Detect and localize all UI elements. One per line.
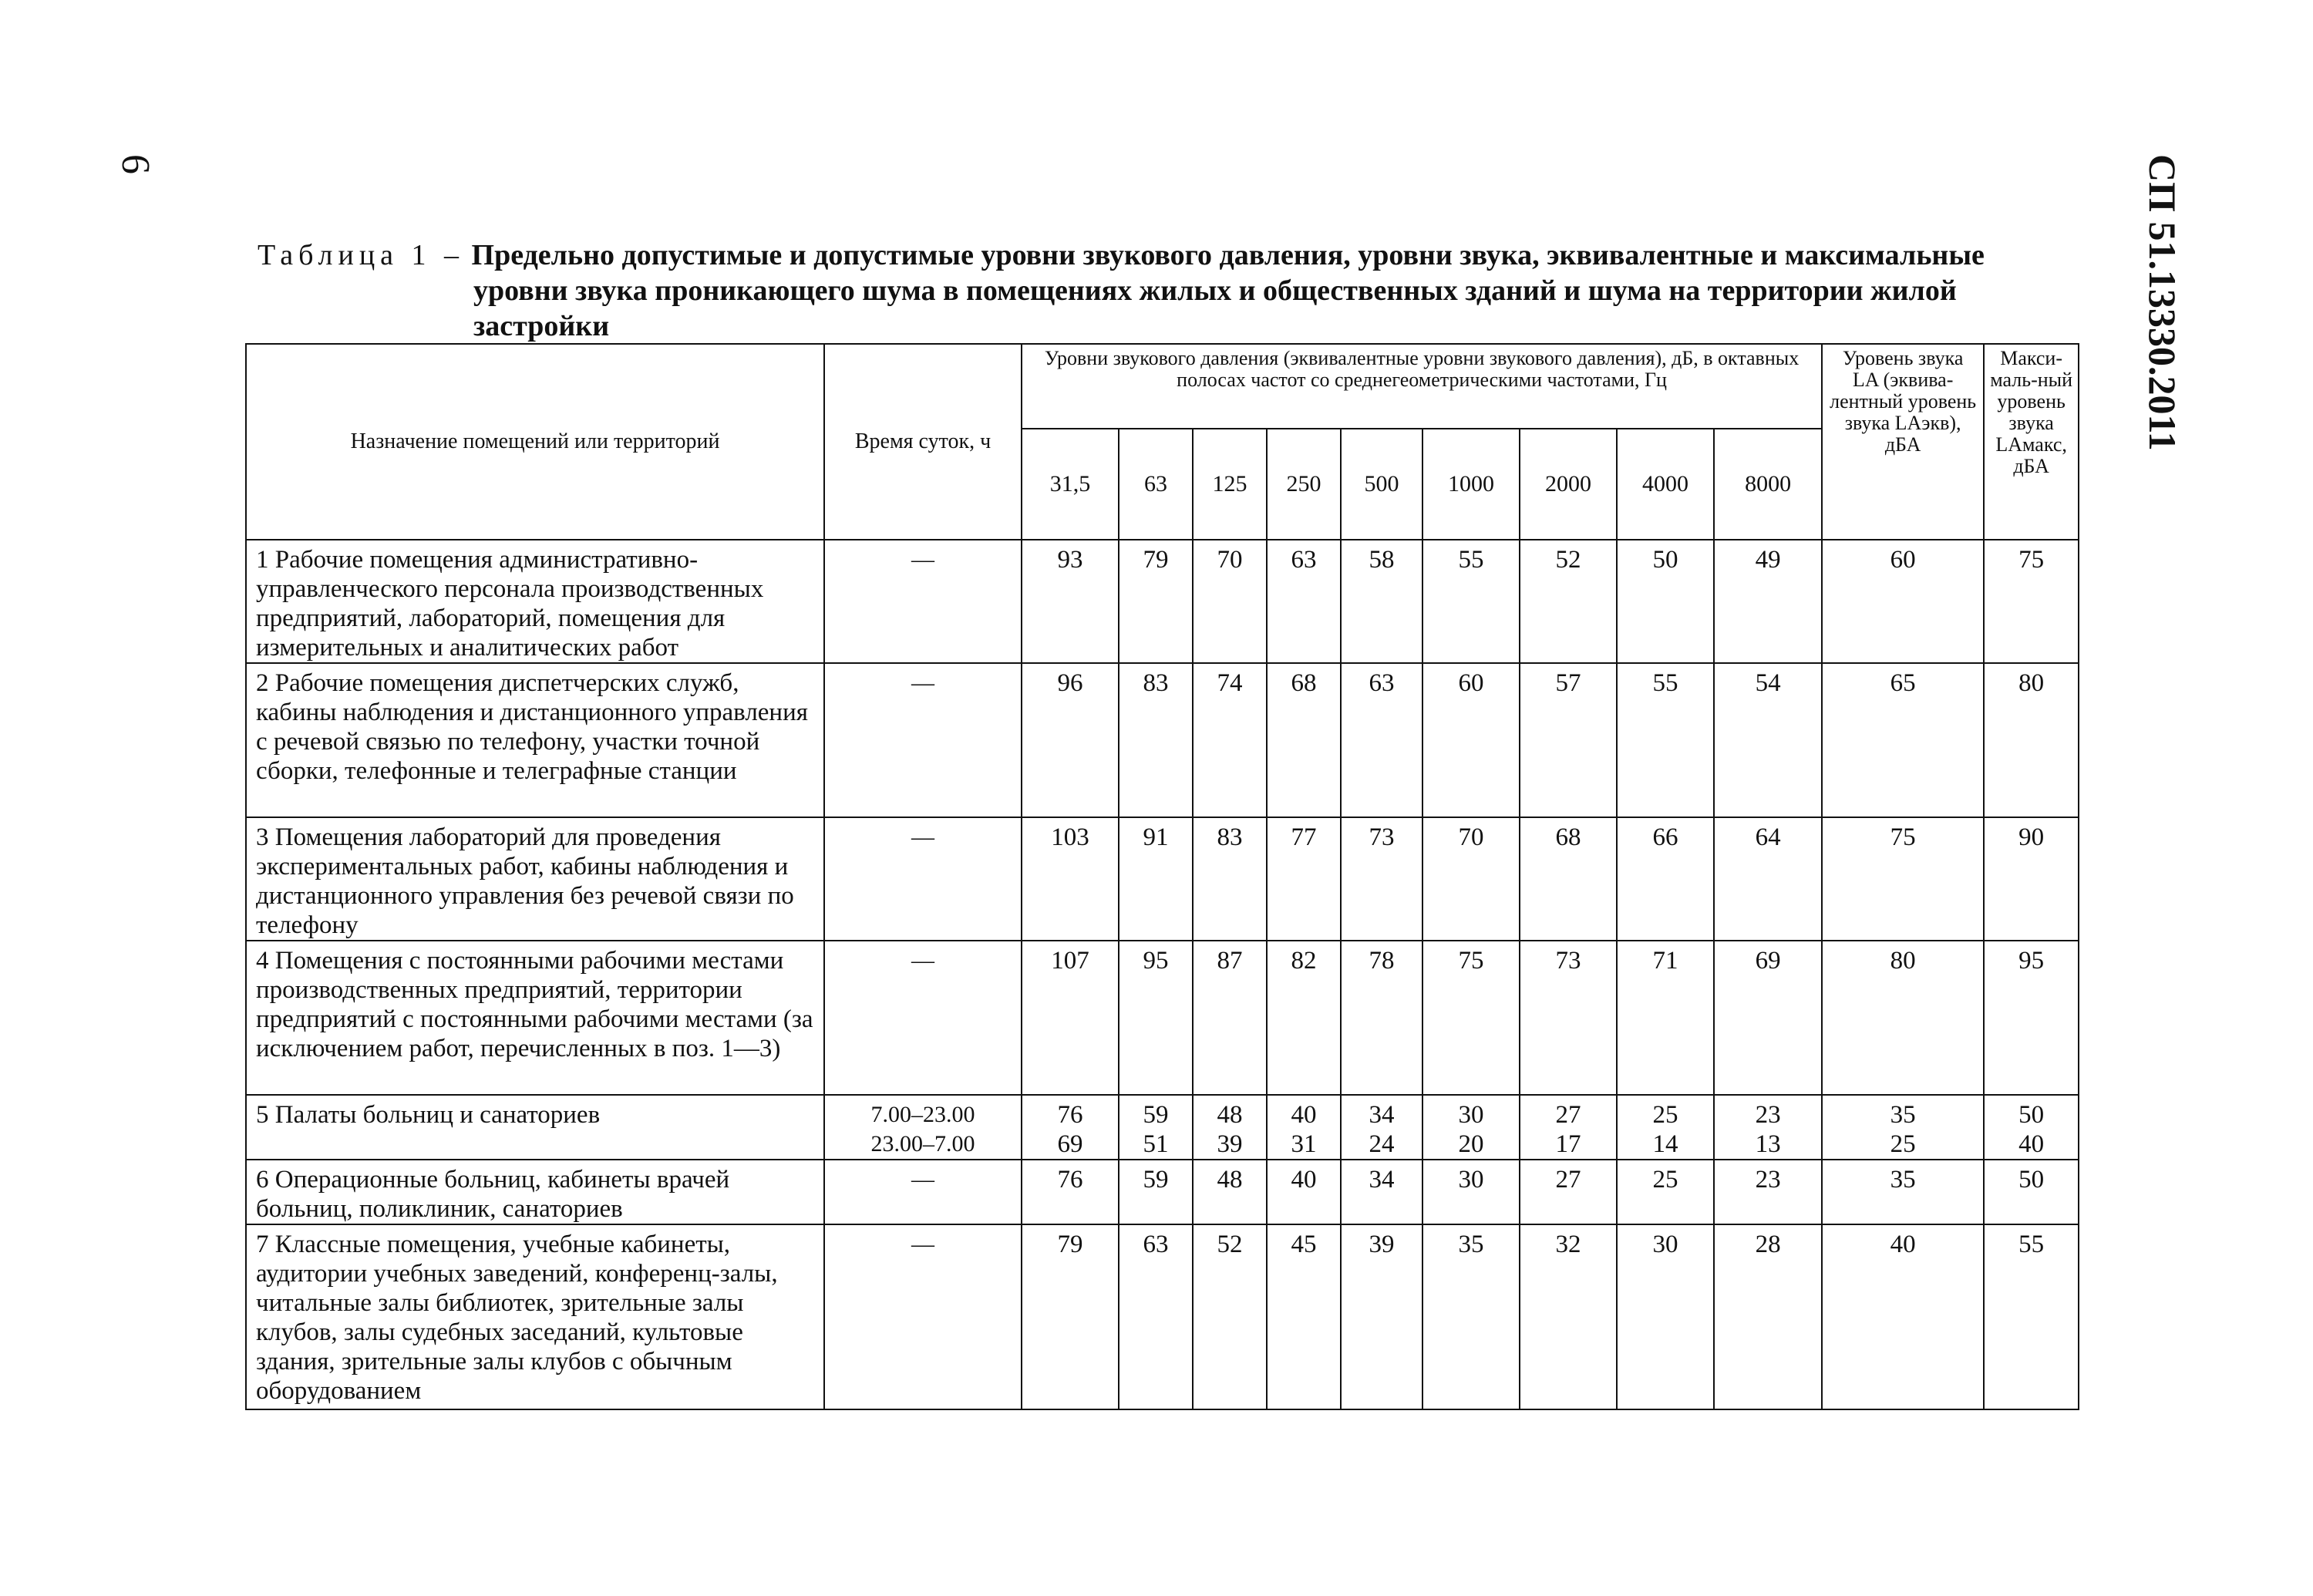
value-cell bbox=[1617, 817, 1714, 941]
header-time: Время суток, ч bbox=[824, 344, 1022, 540]
value-cell bbox=[1617, 663, 1714, 817]
time-value: — bbox=[911, 670, 934, 695]
value-cell bbox=[1714, 1095, 1822, 1160]
value-cell bbox=[1520, 540, 1617, 663]
value-cell bbox=[1193, 540, 1267, 663]
value-cell bbox=[1119, 817, 1193, 941]
cell-value: 13 bbox=[1755, 1130, 1781, 1158]
cell-value: 57 bbox=[1555, 669, 1581, 697]
value-cell bbox=[1822, 817, 1984, 941]
value-cell bbox=[1984, 1095, 2079, 1160]
caption-prefix: Таблица 1 – bbox=[258, 239, 465, 271]
cell-value: 64 bbox=[1755, 823, 1781, 851]
cell-value: 32 bbox=[1555, 1231, 1581, 1258]
value-cell bbox=[1022, 1095, 1119, 1160]
row-name: 3 Помещения лабораторий для проведения экспериментальных работ, кабины наблюдения и дистанционного управления без речевой связи по телефону bbox=[246, 817, 824, 941]
value-cell bbox=[1341, 540, 1422, 663]
value-cell bbox=[1193, 1095, 1267, 1160]
cell-value: 40 bbox=[1291, 1101, 1317, 1129]
value-cell bbox=[1267, 540, 1341, 663]
cell-value: 35 bbox=[1890, 1166, 1916, 1194]
header-frequency: 500 bbox=[1341, 429, 1422, 540]
noise-levels-table bbox=[245, 343, 2079, 1410]
cell-value: 50 bbox=[1652, 546, 1678, 574]
cell-value: 80 bbox=[1890, 947, 1916, 975]
time-value: 7.00–23.00 bbox=[870, 1102, 975, 1127]
header-frequency: 125 bbox=[1193, 429, 1267, 540]
value-cell bbox=[1119, 1095, 1193, 1160]
time-value: — bbox=[911, 1231, 934, 1257]
cell-value: 82 bbox=[1291, 947, 1317, 975]
cell-value: 25 bbox=[1652, 1166, 1678, 1194]
value-cell bbox=[1520, 1224, 1617, 1409]
cell-value: 48 bbox=[1217, 1101, 1243, 1129]
cell-value: 69 bbox=[1057, 1130, 1083, 1158]
value-cell bbox=[1822, 1224, 1984, 1409]
row-time bbox=[824, 1095, 1022, 1160]
cell-value: 23 bbox=[1755, 1101, 1781, 1129]
cell-value: 70 bbox=[1217, 546, 1243, 574]
cell-value: 51 bbox=[1143, 1130, 1169, 1158]
value-cell bbox=[1520, 941, 1617, 1095]
value-cell bbox=[1119, 941, 1193, 1095]
cell-value: 79 bbox=[1143, 546, 1169, 574]
value-cell bbox=[1822, 1160, 1984, 1224]
cell-value: 30 bbox=[1652, 1231, 1678, 1258]
value-cell bbox=[1341, 941, 1422, 1095]
cell-value: 30 bbox=[1458, 1166, 1484, 1194]
value-cell bbox=[1822, 663, 1984, 817]
value-cell bbox=[1520, 1095, 1617, 1160]
cell-value: 58 bbox=[1369, 546, 1395, 574]
cell-value: 59 bbox=[1143, 1166, 1169, 1194]
value-cell bbox=[1714, 1224, 1822, 1409]
value-cell bbox=[1341, 1224, 1422, 1409]
cell-value: 90 bbox=[2018, 823, 2045, 851]
value-cell bbox=[1984, 817, 2079, 941]
value-cell bbox=[1617, 1095, 1714, 1160]
cell-value: 59 bbox=[1143, 1101, 1169, 1129]
cell-value: 20 bbox=[1458, 1130, 1484, 1158]
value-cell bbox=[1119, 1224, 1193, 1409]
table-row bbox=[246, 1095, 2079, 1160]
table-row bbox=[246, 540, 2079, 663]
value-cell bbox=[1193, 817, 1267, 941]
value-cell bbox=[1714, 941, 1822, 1095]
value-cell bbox=[1422, 1095, 1520, 1160]
cell-value: 35 bbox=[1890, 1101, 1916, 1129]
row-name: 6 Операционные больниц, кабинеты врачей больниц, поликлиник, санаториев bbox=[246, 1160, 824, 1224]
header-la-max: Макси-маль-ный уровень звука LАмакс, дБА bbox=[1984, 344, 2079, 540]
cell-value: 65 bbox=[1890, 669, 1916, 697]
row-name: 1 Рабочие помещения административно-управленческого персонала производственных предприятий, лабораторий, помещения для измерительных и аналитических работ bbox=[246, 540, 824, 663]
cell-value: 63 bbox=[1143, 1231, 1169, 1258]
time-value: — bbox=[911, 824, 934, 850]
value-cell bbox=[1422, 1160, 1520, 1224]
time-value: 23.00–7.00 bbox=[870, 1131, 975, 1157]
row-name: 5 Палаты больниц и санаториев bbox=[246, 1095, 824, 1160]
cell-value: 34 bbox=[1369, 1101, 1395, 1129]
row-name: 2 Рабочие помещения диспетчерских служб, кабины наблюдения и дистанционного управления с речевой связью по телефону, участки точной сборки, телефонные и телеграфные станции bbox=[246, 663, 824, 817]
value-cell bbox=[1267, 941, 1341, 1095]
cell-value: 55 bbox=[2018, 1231, 2045, 1258]
value-cell bbox=[1022, 1224, 1119, 1409]
cell-value: 107 bbox=[1051, 947, 1089, 975]
value-cell bbox=[1119, 663, 1193, 817]
cell-value: 24 bbox=[1369, 1130, 1395, 1158]
value-cell bbox=[1520, 663, 1617, 817]
value-cell bbox=[1520, 1160, 1617, 1224]
table-row bbox=[246, 817, 2079, 941]
cell-value: 75 bbox=[1890, 823, 1916, 851]
cell-value: 68 bbox=[1291, 669, 1317, 697]
time-value: — bbox=[911, 547, 934, 572]
cell-value: 73 bbox=[1555, 947, 1581, 975]
cell-value: 75 bbox=[1458, 947, 1484, 975]
value-cell bbox=[1617, 540, 1714, 663]
cell-value: 30 bbox=[1458, 1101, 1484, 1129]
cell-value: 35 bbox=[1458, 1231, 1484, 1258]
cell-value: 39 bbox=[1217, 1130, 1243, 1158]
value-cell bbox=[1341, 1095, 1422, 1160]
cell-value: 73 bbox=[1369, 823, 1395, 851]
cell-value: 28 bbox=[1755, 1231, 1781, 1258]
value-cell bbox=[1022, 817, 1119, 941]
value-cell bbox=[1714, 663, 1822, 817]
cell-value: 91 bbox=[1143, 823, 1169, 851]
cell-value: 54 bbox=[1755, 669, 1781, 697]
time-value: — bbox=[911, 1167, 934, 1192]
header-frequency: 4000 bbox=[1617, 429, 1714, 540]
cell-value: 76 bbox=[1057, 1101, 1083, 1129]
caption-line1: Предельно допустимые и допустимые уровни звукового давления, уровни звука, эквивалентные и максимальные bbox=[471, 239, 1985, 271]
header-spl-group: Уровни звукового давления (эквивалентные уровни звукового давления), дБ, в октавных полосах частот со среднегеометрическими частотами, Гц bbox=[1022, 344, 1822, 429]
cell-value: 77 bbox=[1291, 823, 1317, 851]
cell-value: 103 bbox=[1051, 823, 1089, 851]
cell-value: 50 bbox=[2018, 1101, 2045, 1129]
cell-value: 27 bbox=[1555, 1166, 1581, 1194]
cell-value: 75 bbox=[2018, 546, 2045, 574]
cell-value: 74 bbox=[1217, 669, 1243, 697]
row-time bbox=[824, 663, 1022, 817]
cell-value: 63 bbox=[1369, 669, 1395, 697]
value-cell bbox=[1714, 540, 1822, 663]
value-cell bbox=[1984, 941, 2079, 1095]
table-row bbox=[246, 663, 2079, 817]
cell-value: 76 bbox=[1057, 1166, 1083, 1194]
cell-value: 70 bbox=[1458, 823, 1484, 851]
cell-value: 49 bbox=[1755, 546, 1781, 574]
cell-value: 45 bbox=[1291, 1231, 1317, 1258]
header-frequency: 1000 bbox=[1422, 429, 1520, 540]
cell-value: 80 bbox=[2018, 669, 2045, 697]
row-time bbox=[824, 941, 1022, 1095]
cell-value: 52 bbox=[1217, 1231, 1243, 1258]
table-row bbox=[246, 941, 2079, 1095]
value-cell bbox=[1193, 1224, 1267, 1409]
cell-value: 50 bbox=[2018, 1166, 2045, 1194]
cell-value: 68 bbox=[1555, 823, 1581, 851]
value-cell bbox=[1822, 540, 1984, 663]
header-purpose: Назначение помещений или территорий bbox=[246, 344, 824, 540]
value-cell bbox=[1267, 817, 1341, 941]
cell-value: 63 bbox=[1291, 546, 1317, 574]
row-name: 7 Классные помещения, учебные кабинеты, аудитории учебных заведений, конференц-залы, читальные залы библиотек, зрительные залы клубов, залы судебных заседаний, культовые здания, зрительные залы клубов с обычным оборудованием bbox=[246, 1224, 824, 1409]
value-cell bbox=[1714, 817, 1822, 941]
caption-line2: уровни звука проникающего шума в помещениях жилых и общественных зданий и шума на территории жилой застройки bbox=[473, 274, 1957, 342]
value-cell bbox=[1984, 540, 2079, 663]
value-cell bbox=[1422, 941, 1520, 1095]
header-frequency: 2000 bbox=[1520, 429, 1617, 540]
value-cell bbox=[1822, 941, 1984, 1095]
value-cell bbox=[1422, 1224, 1520, 1409]
cell-value: 96 bbox=[1057, 669, 1083, 697]
cell-value: 55 bbox=[1458, 546, 1484, 574]
cell-value: 25 bbox=[1890, 1130, 1916, 1158]
cell-value: 34 bbox=[1369, 1166, 1395, 1194]
value-cell bbox=[1617, 1224, 1714, 1409]
cell-value: 69 bbox=[1755, 947, 1781, 975]
value-cell bbox=[1422, 663, 1520, 817]
cell-value: 23 bbox=[1755, 1166, 1781, 1194]
value-cell bbox=[1267, 1160, 1341, 1224]
document-code: СП 51.13330.2011 bbox=[2141, 154, 2184, 451]
cell-value: 83 bbox=[1143, 669, 1169, 697]
value-cell bbox=[1984, 1160, 2079, 1224]
row-name: 4 Помещения с постоянными рабочими местами производственных предприятий, территории предприятий с постоянными рабочими местами (за исключением работ, перечисленных в поз. 1—3) bbox=[246, 941, 824, 1095]
value-cell bbox=[1022, 941, 1119, 1095]
row-time bbox=[824, 817, 1022, 941]
value-cell bbox=[1984, 663, 2079, 817]
cell-value: 25 bbox=[1652, 1101, 1678, 1129]
row-time bbox=[824, 1224, 1022, 1409]
page-number: 6 bbox=[113, 154, 157, 174]
cell-value: 27 bbox=[1555, 1101, 1581, 1129]
table-row bbox=[246, 1224, 2079, 1409]
header-frequency: 31,5 bbox=[1022, 429, 1119, 540]
value-cell bbox=[1267, 663, 1341, 817]
cell-value: 60 bbox=[1458, 669, 1484, 697]
value-cell bbox=[1822, 1095, 1984, 1160]
cell-value: 40 bbox=[1890, 1231, 1916, 1258]
value-cell bbox=[1422, 540, 1520, 663]
value-cell bbox=[1341, 663, 1422, 817]
header-frequency: 8000 bbox=[1714, 429, 1822, 540]
cell-value: 83 bbox=[1217, 823, 1243, 851]
cell-value: 17 bbox=[1555, 1130, 1581, 1158]
value-cell bbox=[1022, 663, 1119, 817]
row-time bbox=[824, 540, 1022, 663]
header-frequency: 63 bbox=[1119, 429, 1193, 540]
cell-value: 78 bbox=[1369, 947, 1395, 975]
value-cell bbox=[1022, 1160, 1119, 1224]
value-cell bbox=[1714, 1160, 1822, 1224]
value-cell bbox=[1193, 663, 1267, 817]
value-cell bbox=[1422, 817, 1520, 941]
cell-value: 71 bbox=[1652, 947, 1678, 975]
value-cell bbox=[1022, 540, 1119, 663]
cell-value: 93 bbox=[1057, 546, 1083, 574]
table-caption bbox=[258, 237, 2046, 344]
value-cell bbox=[1617, 1160, 1714, 1224]
cell-value: 60 bbox=[1890, 546, 1916, 574]
row-time bbox=[824, 1160, 1022, 1224]
cell-value: 31 bbox=[1291, 1130, 1317, 1158]
value-cell bbox=[1341, 1160, 1422, 1224]
value-cell bbox=[1267, 1224, 1341, 1409]
value-cell bbox=[1193, 1160, 1267, 1224]
cell-value: 55 bbox=[1652, 669, 1678, 697]
cell-value: 87 bbox=[1217, 947, 1243, 975]
header-frequency: 250 bbox=[1267, 429, 1341, 540]
value-cell bbox=[1267, 1095, 1341, 1160]
time-value: — bbox=[911, 948, 934, 973]
table-row bbox=[246, 1160, 2079, 1224]
cell-value: 48 bbox=[1217, 1166, 1243, 1194]
cell-value: 66 bbox=[1652, 823, 1678, 851]
value-cell bbox=[1119, 1160, 1193, 1224]
value-cell bbox=[1119, 540, 1193, 663]
value-cell bbox=[1341, 817, 1422, 941]
cell-value: 40 bbox=[1291, 1166, 1317, 1194]
value-cell bbox=[1984, 1224, 2079, 1409]
cell-value: 52 bbox=[1555, 546, 1581, 574]
cell-value: 95 bbox=[2018, 947, 2045, 975]
cell-value: 14 bbox=[1652, 1130, 1678, 1158]
cell-value: 39 bbox=[1369, 1231, 1395, 1258]
cell-value: 95 bbox=[1143, 947, 1169, 975]
header-la-eq: Уровень звука LA (эквива-лентный уровень звука LAэкв), дБА bbox=[1822, 344, 1984, 540]
value-cell bbox=[1617, 941, 1714, 1095]
cell-value: 79 bbox=[1057, 1231, 1083, 1258]
value-cell bbox=[1193, 941, 1267, 1095]
value-cell bbox=[1520, 817, 1617, 941]
cell-value: 40 bbox=[2018, 1130, 2045, 1158]
